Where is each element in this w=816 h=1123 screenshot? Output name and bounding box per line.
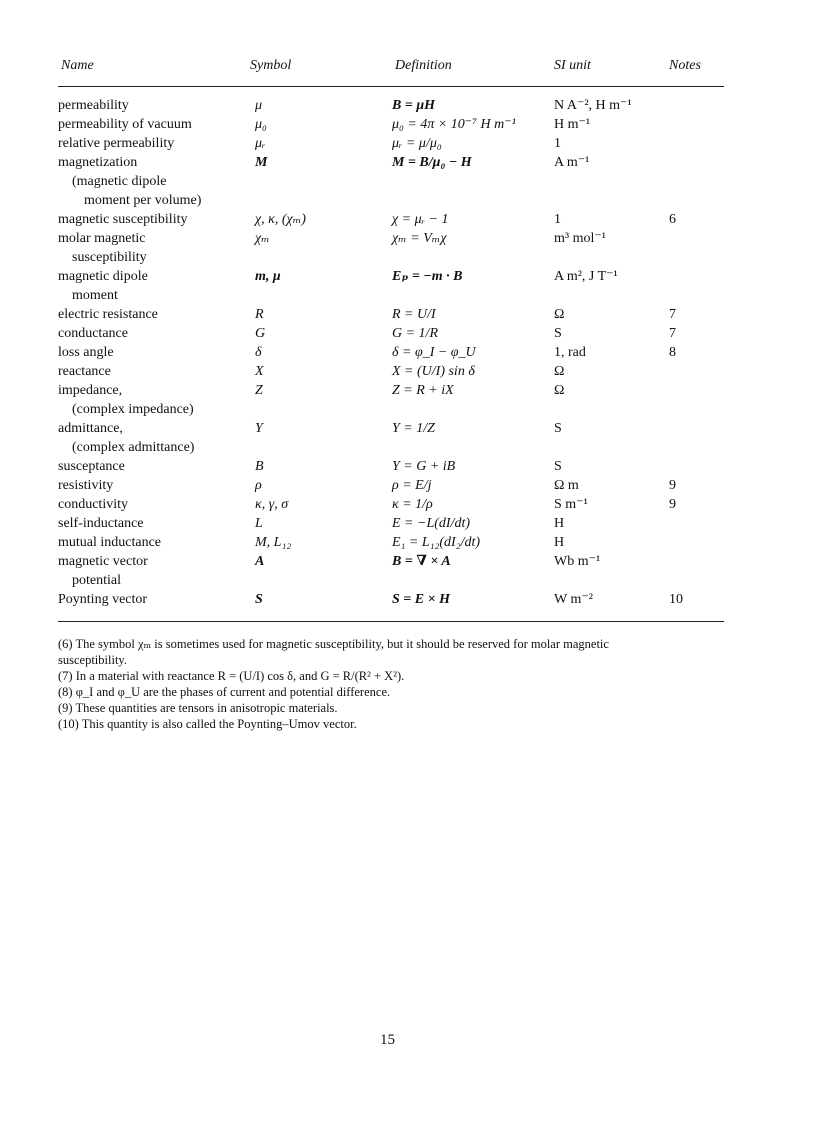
cell-definition: κ = 1/ρ xyxy=(392,497,433,512)
table-row xyxy=(58,438,724,457)
cell-symbol: S xyxy=(255,592,263,607)
cell-symbol: m, μ xyxy=(255,269,281,284)
table-row xyxy=(58,476,724,495)
cell-note: 9 xyxy=(669,497,676,512)
cell-unit: S m⁻¹ xyxy=(554,497,588,512)
cell-unit: m³ mol⁻¹ xyxy=(554,231,606,246)
cell-symbol: ρ xyxy=(255,478,262,493)
cell-definition: E₁ = L₁₂(dI₂/dt) xyxy=(392,535,481,550)
table-row xyxy=(58,514,724,533)
footnote-line: (8) φ_I and φ_U are the phases of current and potential difference. xyxy=(58,685,391,699)
cell-definition: Y = G + iB xyxy=(392,459,456,474)
cell-definition: χ = μᵣ − 1 xyxy=(392,212,449,227)
cell-symbol: R xyxy=(255,307,264,322)
cell-name: molar magnetic xyxy=(58,231,146,246)
cell-unit: 1, rad xyxy=(554,345,586,360)
cell-definition: B = μH xyxy=(392,98,435,113)
cell-name: (complex admittance) xyxy=(72,440,195,455)
cell-unit: Ω xyxy=(554,383,565,398)
cell-symbol: M xyxy=(255,155,268,170)
cell-unit: A m⁻¹ xyxy=(554,155,590,170)
cell-name: susceptance xyxy=(58,459,125,474)
cell-name: potential xyxy=(72,573,121,588)
table-row xyxy=(58,153,724,172)
cell-definition: X = (U/I) sin δ xyxy=(392,364,475,379)
footnote-line: (6) The symbol χₘ is sometimes used for magnetic susceptibility, but it should be reserved for molar magnetic xyxy=(58,637,609,651)
cell-definition: μᵣ = μ/μ₀ xyxy=(392,136,442,151)
cell-definition: μ₀ = 4π × 10⁻⁷ H m⁻¹ xyxy=(392,117,516,132)
cell-name: Poynting vector xyxy=(58,592,148,607)
cell-name: magnetic susceptibility xyxy=(58,212,188,227)
cell-unit: H xyxy=(554,516,565,531)
cell-name: permeability xyxy=(58,98,129,113)
table-row xyxy=(58,324,724,343)
header-definition: Definition xyxy=(395,58,452,73)
table-row xyxy=(58,495,724,514)
cell-name: electric resistance xyxy=(58,307,158,322)
cell-definition: G = 1/R xyxy=(392,326,438,341)
cell-symbol: χ, κ, (χₘ) xyxy=(255,212,306,227)
table-row xyxy=(58,362,724,381)
cell-symbol: B xyxy=(255,459,264,474)
table-row xyxy=(58,590,724,609)
header-rule xyxy=(58,86,724,87)
cell-name: (magnetic dipole xyxy=(72,174,167,189)
cell-definition: ρ = E/j xyxy=(392,478,432,493)
cell-name: admittance, xyxy=(58,421,123,436)
cell-unit: H xyxy=(554,535,565,550)
footnote-line: susceptibility. xyxy=(58,653,127,667)
cell-name: (complex impedance) xyxy=(72,402,194,417)
cell-definition: S = E × H xyxy=(392,592,450,607)
table-row xyxy=(58,229,724,248)
table-bottom-rule xyxy=(58,621,724,622)
cell-definition: E = −L(dI/dt) xyxy=(392,516,470,531)
table-row xyxy=(58,172,724,191)
table-row xyxy=(58,400,724,419)
cell-name: conductance xyxy=(58,326,128,341)
cell-name: susceptibility xyxy=(72,250,147,265)
cell-definition: Z = R + iX xyxy=(392,383,454,398)
cell-name: impedance, xyxy=(58,383,123,398)
footnote-line: (10) This quantity is also called the Poynting–Umov vector. xyxy=(58,717,357,731)
cell-symbol: χₘ xyxy=(255,231,270,246)
cell-name: magnetization xyxy=(58,155,138,170)
cell-symbol: κ, γ, σ xyxy=(255,497,289,512)
cell-symbol: μ₀ xyxy=(255,117,267,132)
cell-name: resistivity xyxy=(58,478,114,493)
cell-unit: S xyxy=(554,459,562,474)
table-row xyxy=(58,191,724,210)
cell-symbol: G xyxy=(255,326,266,341)
cell-definition: χₘ = Vₘχ xyxy=(392,231,447,246)
cell-unit: Ω m xyxy=(554,478,579,493)
cell-note: 8 xyxy=(669,345,676,360)
table-row xyxy=(58,96,724,115)
cell-name: permeability of vacuum xyxy=(58,117,192,132)
cell-name: magnetic dipole xyxy=(58,269,148,284)
table-row xyxy=(58,267,724,286)
cell-name: moment per volume) xyxy=(84,193,202,208)
cell-unit: H m⁻¹ xyxy=(554,117,591,132)
cell-unit: S xyxy=(554,421,562,436)
cell-symbol: M, L₁₂ xyxy=(255,535,292,550)
cell-name: reactance xyxy=(58,364,111,379)
table-row xyxy=(58,381,724,400)
cell-unit: Wb m⁻¹ xyxy=(554,554,601,569)
cell-definition: Y = 1/Z xyxy=(392,421,435,436)
cell-definition: B = ∇ × A xyxy=(392,554,451,569)
cell-symbol: L xyxy=(255,516,263,531)
table-row xyxy=(58,571,724,590)
table-row xyxy=(58,286,724,305)
cell-name: mutual inductance xyxy=(58,535,162,550)
cell-note: 7 xyxy=(669,326,676,341)
page-number: 15 xyxy=(380,1032,395,1048)
cell-note: 6 xyxy=(669,212,676,227)
table-row xyxy=(58,115,724,134)
table-row xyxy=(58,457,724,476)
table-row xyxy=(58,248,724,267)
cell-symbol: X xyxy=(255,364,264,379)
cell-symbol: Y xyxy=(255,421,263,436)
cell-unit: 1 xyxy=(554,212,561,227)
document-page xyxy=(58,0,724,1123)
cell-symbol: Z xyxy=(255,383,263,398)
table-row xyxy=(58,552,724,571)
header-symbol: Symbol xyxy=(250,58,292,73)
footnote-line: (7) In a material with reactance R = (U/I) cos δ, and G = R/(R² + X²). xyxy=(58,669,405,683)
header-name: Name xyxy=(61,58,94,73)
cell-unit: N A⁻², H m⁻¹ xyxy=(554,98,632,113)
cell-note: 9 xyxy=(669,478,676,493)
cell-unit: Ω xyxy=(554,364,565,379)
cell-symbol: μ xyxy=(255,98,263,113)
table-row xyxy=(58,343,724,362)
cell-unit: S xyxy=(554,326,562,341)
table-row xyxy=(58,134,724,153)
table-row xyxy=(58,210,724,229)
header-si-unit: SI unit xyxy=(554,58,591,73)
cell-definition: R = U/I xyxy=(392,307,436,322)
table-header xyxy=(58,58,724,78)
cell-unit: A m², J T⁻¹ xyxy=(554,269,618,284)
cell-unit: Ω xyxy=(554,307,565,322)
cell-symbol: μᵣ xyxy=(255,136,266,151)
table-row xyxy=(58,533,724,552)
cell-symbol: A xyxy=(255,554,265,569)
cell-name: conductivity xyxy=(58,497,128,512)
cell-definition: δ = φ_I − φ_U xyxy=(392,345,476,360)
cell-name: loss angle xyxy=(58,345,114,360)
footnotes xyxy=(58,636,724,732)
header-notes: Notes xyxy=(669,58,701,73)
cell-note: 7 xyxy=(669,307,676,322)
cell-name: self-inductance xyxy=(58,516,144,531)
table-body xyxy=(58,96,724,609)
cell-note: 10 xyxy=(669,592,683,607)
cell-name: moment xyxy=(72,288,118,303)
table-row xyxy=(58,305,724,324)
cell-symbol: δ xyxy=(255,345,262,360)
table-row xyxy=(58,419,724,438)
cell-definition: M = B/μ₀ − H xyxy=(392,155,472,170)
cell-unit: 1 xyxy=(554,136,561,151)
cell-definition: Eₚ = −m · B xyxy=(392,269,463,284)
cell-name: magnetic vector xyxy=(58,554,148,569)
cell-unit: W m⁻² xyxy=(554,592,593,607)
footnote-line: (9) These quantities are tensors in anisotropic materials. xyxy=(58,701,338,715)
cell-name: relative permeability xyxy=(58,136,175,151)
